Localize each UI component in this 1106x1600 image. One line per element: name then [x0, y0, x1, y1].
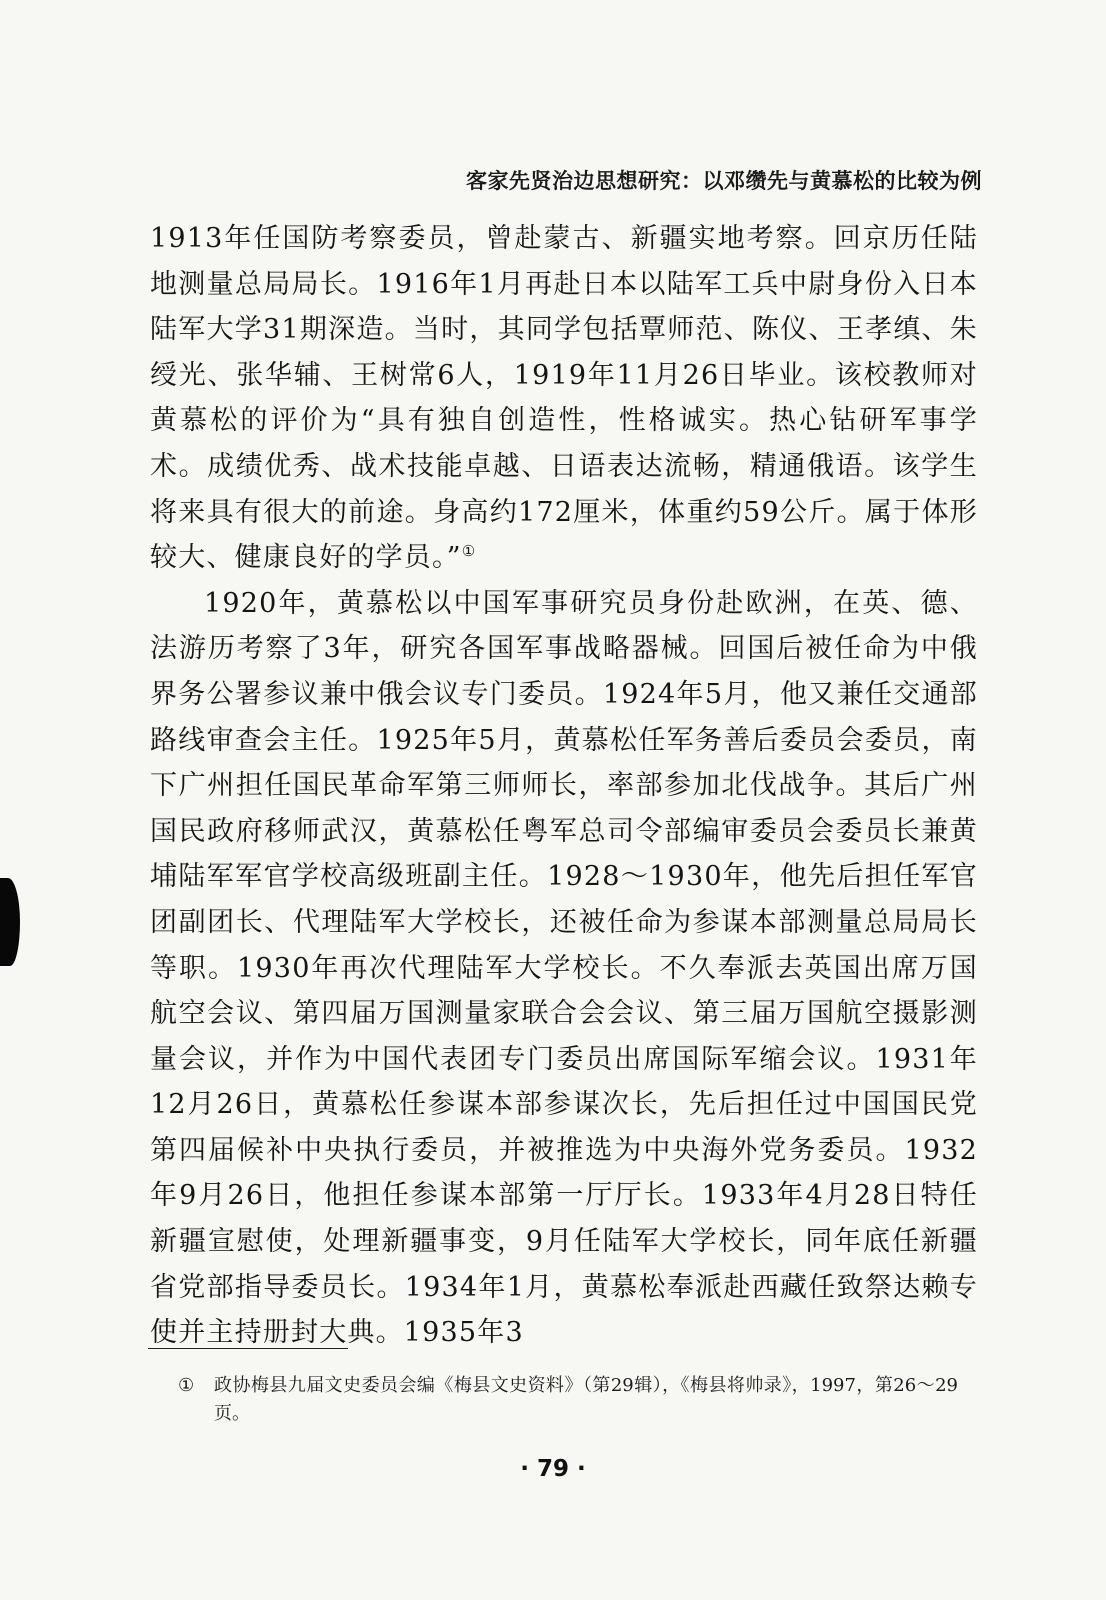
footnote-marker: ① [178, 1375, 195, 1396]
paragraph-2: 1920年，黄慕松以中国军事研究员身份赴欧洲，在英、德、法游历考察了3年，研究各国军事战略器械。回国后被任命为中俄界务公署参议兼中俄会议专门委员。1924年5月，他又兼任交通部路线审查会主任。1925年5月，黄慕松任军务善后委员会委员，南下广州担任国民革命军第三师师长，率部参加北伐战争。其后广州国民政府移师武汉，黄慕松任粤军总司令部编审委员会委员长兼黄埔陆军军官学校高级班副主任。1928～1930年，他先后担任军官团副团长、代理陆军大学校长，还被任命为参谋本部测量总局局长等职。1930年再次代理陆军大学校长。不久奉派去英国出席万国航空会议、第四届万国测量家联合会会议、第三届万国航空摄影测量会议，并作为中国代表团专门委员出席国际军缩会议。1931年12月26日，黄慕松任参谋本部参谋次长，先后担任过中国国民党第四届候补中央执行委员，并被推选为中央海外党务委员。1932年9月26日，他担任参谋本部第一厅厅长。1933年4月28日特任新疆宣慰使，处理新疆事变，9月任陆军大学校长，同年底任新疆省党部指导委员长。1934年1月，黄慕松奉派赴西藏任致祭达赖专使并主持册封大典。1935年3 [150, 587, 978, 1349]
page-number: · 79 · [520, 1456, 586, 1482]
running-header: 客家先贤治边思想研究：以邓缵先与黄慕松的比较为例 [466, 169, 982, 193]
footnote-text: 政协梅县九届文史委员会编《梅县文史资料》（第29辑），《梅县将帅录》，1997，第26～29页。 [214, 1375, 958, 1424]
paragraph-1-text: 1913年任国防考察委员，曾赴蒙古、新疆实地考察。回京历任陆地测量总局局长。1916年1月再赴日本以陆军工兵中尉身份入日本陆军大学31期深造。当时，其同学包括覃师范、陈仪、王孝缜、朱绶光、张华辅、王树常6人，1919年11月26日毕业。该校教师对黄慕松的评价为“具有独自创造性，性格诚实。热心钻研军事学术。成绩优秀、战术技能卓越、日语表达流畅，精通俄语。该学生将来具有很大的前途。身高约172厘米，体重约59公斤。属于体形较大、健康良好的学员。” [150, 223, 978, 574]
scan-ink-blot [0, 878, 20, 966]
paragraph-1 [150, 216, 978, 581]
footnote-divider [148, 1348, 348, 1349]
body-text [150, 216, 978, 1356]
footnote [178, 1372, 958, 1428]
footnote-reference: ① [461, 542, 477, 561]
